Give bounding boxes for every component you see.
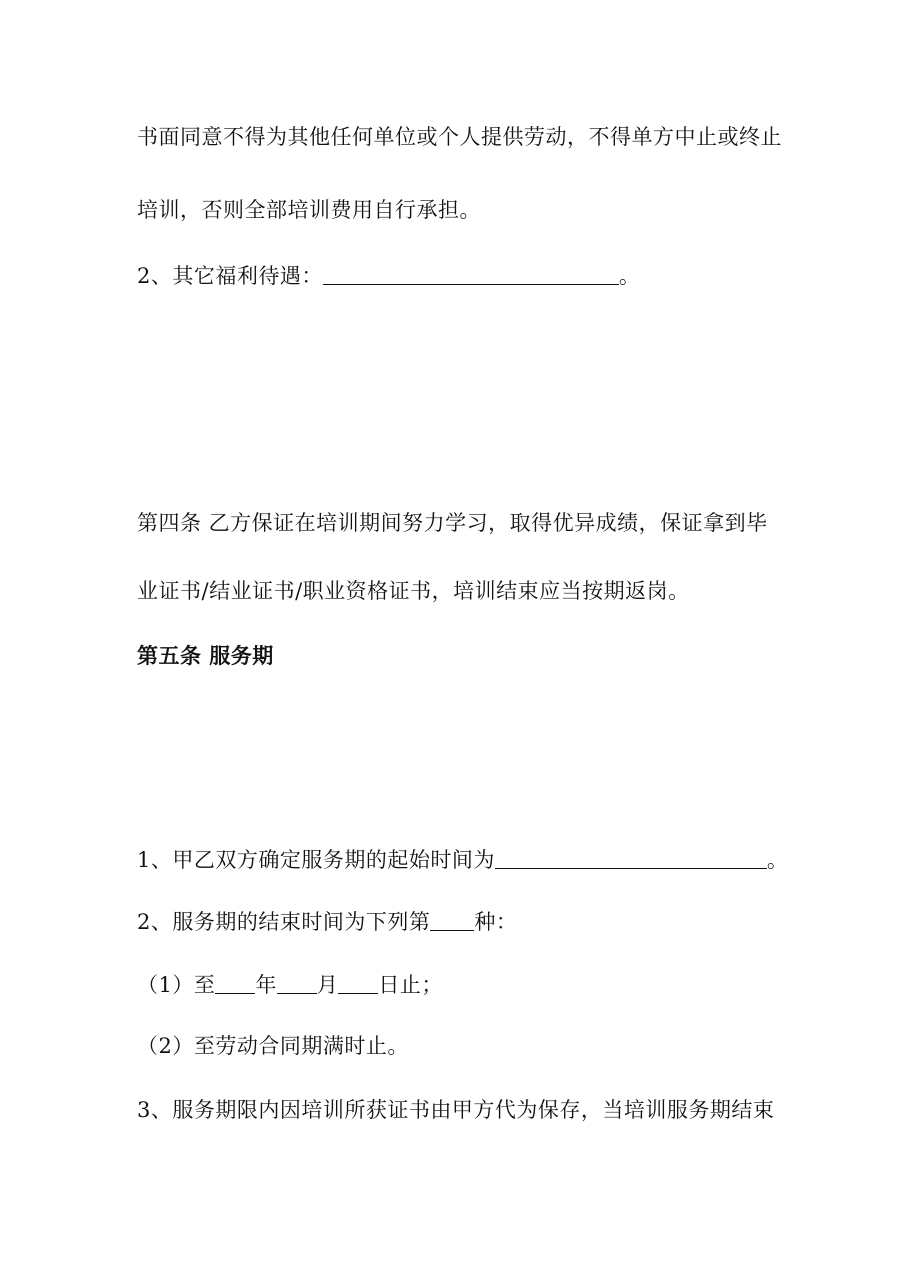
month-label: 月 xyxy=(316,973,339,997)
month-blank[interactable] xyxy=(277,971,317,994)
option-1 xyxy=(137,969,443,999)
service-start-end: 。 xyxy=(766,848,789,872)
welfare-label: 2、其它福利待遇： xyxy=(137,264,323,288)
year-blank[interactable] xyxy=(215,971,255,994)
paragraph-line: 培训，否则全部培训费用自行承担。 xyxy=(137,198,481,222)
article-4-line: 业证书/结业证书/职业资格证书，培训结束应当按期返岗。 xyxy=(137,579,690,603)
article-5-heading: 第五条 服务期 xyxy=(137,643,274,668)
option-number-blank[interactable] xyxy=(430,908,474,931)
article-4-line: 第四条 乙方保证在培训期间努力学习，取得优异成绩，保证拿到毕 xyxy=(137,511,768,535)
service-start-blank[interactable] xyxy=(495,846,767,869)
welfare-blank[interactable] xyxy=(323,262,619,285)
paragraph-line: 书面同意不得为其他任何单位或个人提供劳动，不得单方中止或终止 xyxy=(137,125,782,149)
service-start-label: 1、甲乙双方确定服务期的起始时间为 xyxy=(137,848,495,872)
certificate-line: 3、服务期限内因培训所获证书由甲方代为保存，当培训服务期结束 xyxy=(137,1098,775,1122)
welfare-item xyxy=(137,260,640,290)
option-1-prefix: （1）至 xyxy=(137,973,216,997)
service-start-item xyxy=(137,844,788,874)
service-end-item xyxy=(137,906,517,936)
option-2: （2）至劳动合同期满时止。 xyxy=(137,1034,409,1058)
day-blank[interactable] xyxy=(338,971,378,994)
service-end-suffix: 种： xyxy=(474,910,518,934)
welfare-end: 。 xyxy=(618,264,641,288)
year-label: 年 xyxy=(255,973,277,997)
service-end-label: 2、服务期的结束时间为下列第 xyxy=(137,910,431,934)
day-label: 日止； xyxy=(378,973,443,997)
